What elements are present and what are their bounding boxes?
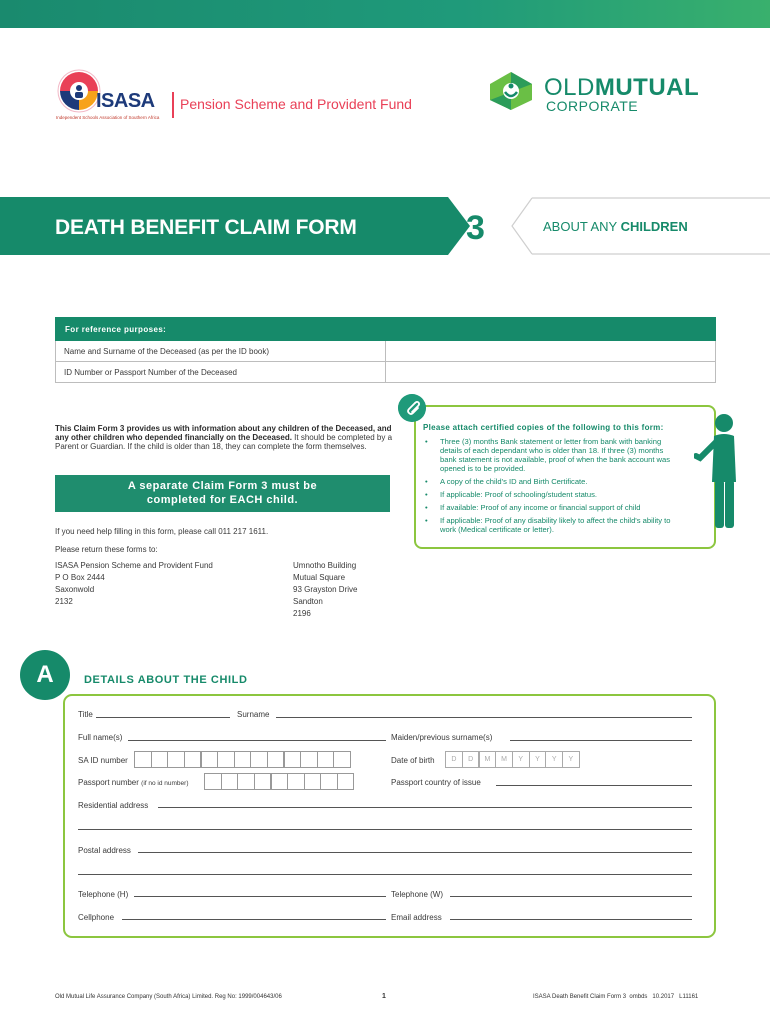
deceased-id-label: ID Number or Passport Number of the Deceased — [56, 362, 386, 382]
list-item: • If applicable: Proof of any disability likely to affect the child's ability to work (Medical certificate or letter). — [425, 516, 680, 534]
telephone-home-field[interactable] — [134, 896, 386, 897]
list-item: • Three (3) months Bank statement or letter from bank with banking details of each dependant who is older than 18. If three (3) months bank statement is not available, proof of when the bank account was opened is to be provided. — [425, 437, 680, 473]
old-mutual-logo-text: OLDMUTUAL — [544, 74, 700, 101]
title-label: Title — [78, 710, 93, 719]
email-field[interactable] — [450, 919, 692, 920]
address-line: 2196 — [293, 609, 311, 618]
address-line: Mutual Square — [293, 573, 346, 582]
child-details-box — [63, 694, 716, 938]
residential-address-field-2[interactable] — [78, 829, 692, 830]
deceased-id-field[interactable] — [386, 362, 715, 382]
passport-country-field[interactable] — [496, 785, 692, 786]
full-names-label: Full name(s) — [78, 733, 123, 742]
postal-address-block — [55, 560, 213, 608]
telephone-home-label: Telephone (H) — [78, 890, 129, 899]
address-line: Umnotho Building — [293, 561, 357, 570]
postal-address-field[interactable] — [138, 852, 692, 853]
dob-label: Date of birth — [391, 756, 435, 765]
telephone-work-label: Telephone (W) — [391, 890, 444, 899]
sa-id-label: SA ID number — [78, 756, 128, 765]
passport-boxes[interactable] — [205, 773, 354, 790]
address-line: 2132 — [55, 597, 73, 606]
dob-boxes[interactable]: D D M M Y Y Y Y — [446, 751, 580, 768]
title-field[interactable] — [96, 717, 230, 718]
postal-address-field-2[interactable] — [78, 874, 692, 875]
attachments-list — [425, 437, 680, 538]
page-number: 1 — [382, 993, 386, 1000]
street-address-block — [293, 560, 357, 620]
residential-address-label: Residential address — [78, 801, 149, 810]
address-line: ISASA Pension Scheme and Provident Fund — [55, 561, 213, 570]
address-line: 93 Grayston Drive — [293, 585, 358, 594]
reference-heading: For reference purposes: — [55, 317, 716, 341]
scheme-name: Pension Scheme and Provident Fund — [180, 96, 412, 112]
old-mutual-corporate-text: CORPORATE — [546, 98, 639, 114]
passport-country-label: Passport country of issue — [391, 778, 481, 787]
section-a-title: DETAILS ABOUT THE CHILD — [84, 674, 248, 686]
cellphone-label: Cellphone — [78, 913, 115, 922]
postal-address-label: Postal address — [78, 846, 131, 855]
form-number: 3 — [466, 209, 485, 247]
separate-form-notice — [55, 475, 390, 512]
form-title: DEATH BENEFIT CLAIM FORM — [55, 216, 357, 239]
section-a-badge: A — [20, 650, 70, 700]
help-text: If you need help filling in this form, please call 011 217 1611. — [55, 527, 269, 536]
notice-line: completed for EACH child. — [146, 494, 299, 506]
full-names-field[interactable] — [128, 740, 386, 741]
address-line: Saxonwold — [55, 585, 95, 594]
top-banner — [0, 0, 770, 28]
old-mutual-logo-icon — [486, 70, 536, 112]
sa-id-boxes[interactable] — [135, 751, 351, 768]
address-line: P O Box 2444 — [55, 573, 105, 582]
table-row — [55, 362, 716, 383]
deceased-name-field[interactable] — [386, 341, 715, 361]
intro-text: This Claim Form 3 provides us with information about any children of the Deceased, and any other children who depended financially on the Deceased. It should be completed by a Parent or Guardian. If the child is older than 18, they can complete the form themselves. — [55, 424, 393, 451]
table-row — [55, 341, 716, 362]
logo-divider — [172, 92, 174, 118]
footer-company: Old Mutual Life Assurance Company (South Africa) Limited. Reg No: 1999/004643/06 — [55, 994, 282, 1000]
notice-line: A separate Claim Form 3 must be — [127, 480, 318, 492]
surname-field[interactable] — [276, 717, 692, 718]
return-text: Please return these forms to: — [55, 545, 158, 554]
residential-address-field[interactable] — [158, 807, 692, 808]
address-line: Sandton — [293, 597, 323, 606]
cellphone-field[interactable] — [122, 919, 386, 920]
surname-label: Surname — [237, 710, 270, 719]
paperclip-icon — [398, 394, 426, 422]
attachments-title: Please attach certified copies of the following to this form: — [423, 423, 664, 432]
list-item: • A copy of the child's ID and Birth Certificate. — [425, 477, 680, 486]
list-item: • If available: Proof of any income or financial support of child — [425, 503, 680, 512]
email-label: Email address — [391, 913, 442, 922]
telephone-work-field[interactable] — [450, 896, 692, 897]
form-subtitle: ABOUT ANY CHILDREN — [543, 219, 688, 234]
isasa-tagline: Independent Schools Association of Southern Africa — [56, 115, 160, 120]
reference-table — [55, 317, 716, 383]
isasa-logo-text: ISASA — [96, 90, 155, 112]
person-pointing-icon — [694, 412, 740, 530]
maiden-name-field[interactable] — [510, 740, 692, 741]
maiden-name-label: Maiden/previous surname(s) — [391, 733, 493, 742]
footer-doc-ref: ISASA Death Benefit Claim Form 3 ombds 10.2017 L11161 — [533, 994, 699, 1000]
deceased-name-label: Name and Surname of the Deceased (as per the ID book) — [56, 341, 386, 361]
passport-label: Passport number (if no id number) — [78, 778, 189, 787]
list-item: • If applicable: Proof of schooling/student status. — [425, 490, 680, 499]
